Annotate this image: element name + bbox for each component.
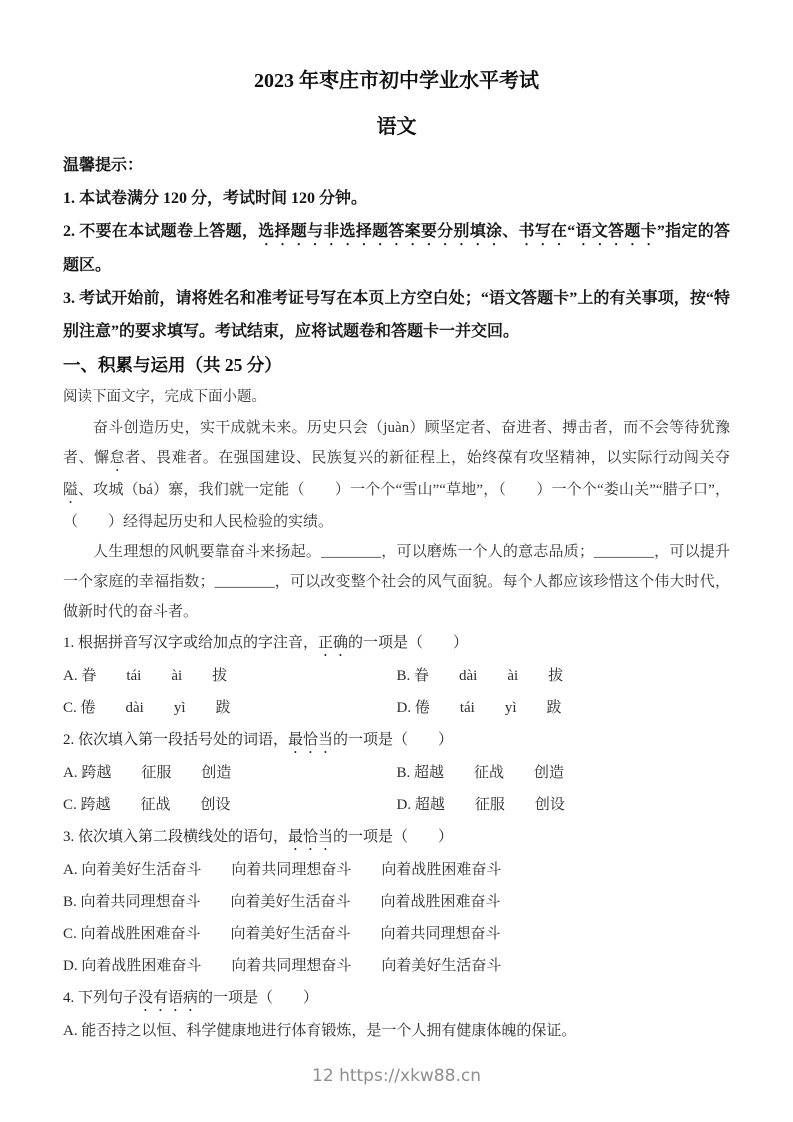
q2-options-row-1 [63,757,730,789]
q3-option-a: A. 向着美好生活奋斗 向着共同理想奋斗 向着战胜困难奋斗 [63,862,502,878]
notice-item-2-post: 指定的答题区。 [63,223,730,274]
passage-1-seg-2: 者、畏难者。在强国建设、民族复兴的新征程上，始终葆有攻坚精神，以实际行动闯关夺 [125,450,730,466]
subject-title: 语文 [376,116,417,138]
section-heading: 一、积累与运用（共 25 分） [63,355,282,375]
q4-stem [63,982,730,1015]
q2-stem [63,724,730,757]
q2-stem-pre: 2. 依次填入第一段括号处的词语， [63,732,289,748]
passage-1-seg-1: 奋斗创造历史，实干成就未来。历史只会（juàn）顾坚定者、奋进者、搏击者，而不会等待犹豫者、懈 [63,420,730,466]
q1-stem-post: 的一项是（ ） [348,635,469,651]
q1-stem-pre: 1. 根据拼音写汉字或给加点的字注音， [63,635,319,651]
notice-block [63,149,730,348]
q3-stem-pre: 3. 依次填入第二段横线处的语句， [63,829,289,845]
q3-option-c: C. 向着战胜困难奋斗 向着美好生活奋斗 向着共同理想奋斗 [63,926,501,942]
q1-option-c: C. 倦 dài yì 跋 [63,700,231,716]
q4-stem-pre: 4. 下列句子 [63,990,139,1006]
q2-stem-emphasized: 最恰当 [288,732,334,748]
q2-options-row-2 [63,789,730,821]
passage-1-dotted-char-1: 怠 [109,450,126,466]
passage-paragraph-1 [63,413,730,537]
q1-option-d: D. 倦 tái yì 跋 [396,700,562,716]
page-title: 2023 年枣庄市初中学业水平考试 [254,70,539,92]
q3-option-b: B. 向着共同理想奋斗 向着美好生活奋斗 向着战胜困难奋斗 [63,894,501,910]
passage-paragraph-2: 人生理想的风帆要靠奋斗来扬起。________，可以磨炼一个人的意志品质；________，可以提升一个家庭的幸福指数；________，可以改变整个社会的风气面貌。每个人都应该珍惜这个伟大时代，做新时代的奋斗者。 [63,544,730,620]
q3-stem-emphasized: 最恰当 [288,829,334,845]
q2-option-b: B. 超越 征战 创造 [396,765,565,781]
notice-item-1: 1. 本试卷满分 120 分，考试时间 120 分钟。 [63,190,368,207]
watermark-page-footer: 12 https://xkw88.cn [312,1066,481,1086]
q1-option-b: B. 眷 dài ài 拔 [396,668,564,684]
passage-1-seg-3: 、攻城（bá）寨，我们就一定能（ ）一个个“雪山”“草地”，（ ）一个个“娄山关”“腊子口”，（ ）经得起历史和人民检验的实绩。 [63,482,730,530]
q3-stem [63,821,730,854]
notice-item-3: 3. 考试开始前，请将姓名和准考证号写在本页上方空白处；“语文答题卡”上的有关事项，按“特别注意”的要求填写。考试结束，应将试题卷和答题卡一并交回。 [63,290,730,340]
q1-stem [63,627,730,660]
notice-item-2 [63,215,730,282]
q2-option-d: D. 超越 征服 创设 [396,797,565,813]
notice-item-2-emphasized: 选择题与非选择题答案要分别填涂、书写在“语文答题卡” [258,223,665,240]
passage-1-dotted-char-2: 隘 [63,482,79,498]
q1-options-row-1 [63,660,730,692]
q2-option-c: C. 跨越 征战 创设 [63,797,231,813]
q2-option-a: A. 跨越 征服 创造 [63,765,232,781]
q2-stem-post: 的一项是（ ） [333,732,454,748]
q1-stem-emphasized: 正确 [318,635,349,651]
q1-option-a: A. 眷 tái ài 拔 [63,668,228,684]
q1-options-row-2 [63,692,730,724]
q4-stem-emphasized: 没有语病 [138,990,199,1006]
q4-stem-post: 的一项是（ ） [198,990,319,1006]
notice-item-2-pre: 2. 不要在本试题卷上答题， [63,223,259,240]
q3-option-d: D. 向着战胜困难奋斗 向着共同理想奋斗 向着美好生活奋斗 [63,958,502,974]
notice-heading: 温馨提示： [63,157,144,174]
q3-stem-post: 的一项是（ ） [333,829,454,845]
reading-intro: 阅读下面文字，完成下面小题。 [63,389,266,405]
q4-option-a: A. 能否持之以恒、科学健康地进行体育锻炼，是一个人拥有健康体魄的保证。 [63,1023,577,1039]
